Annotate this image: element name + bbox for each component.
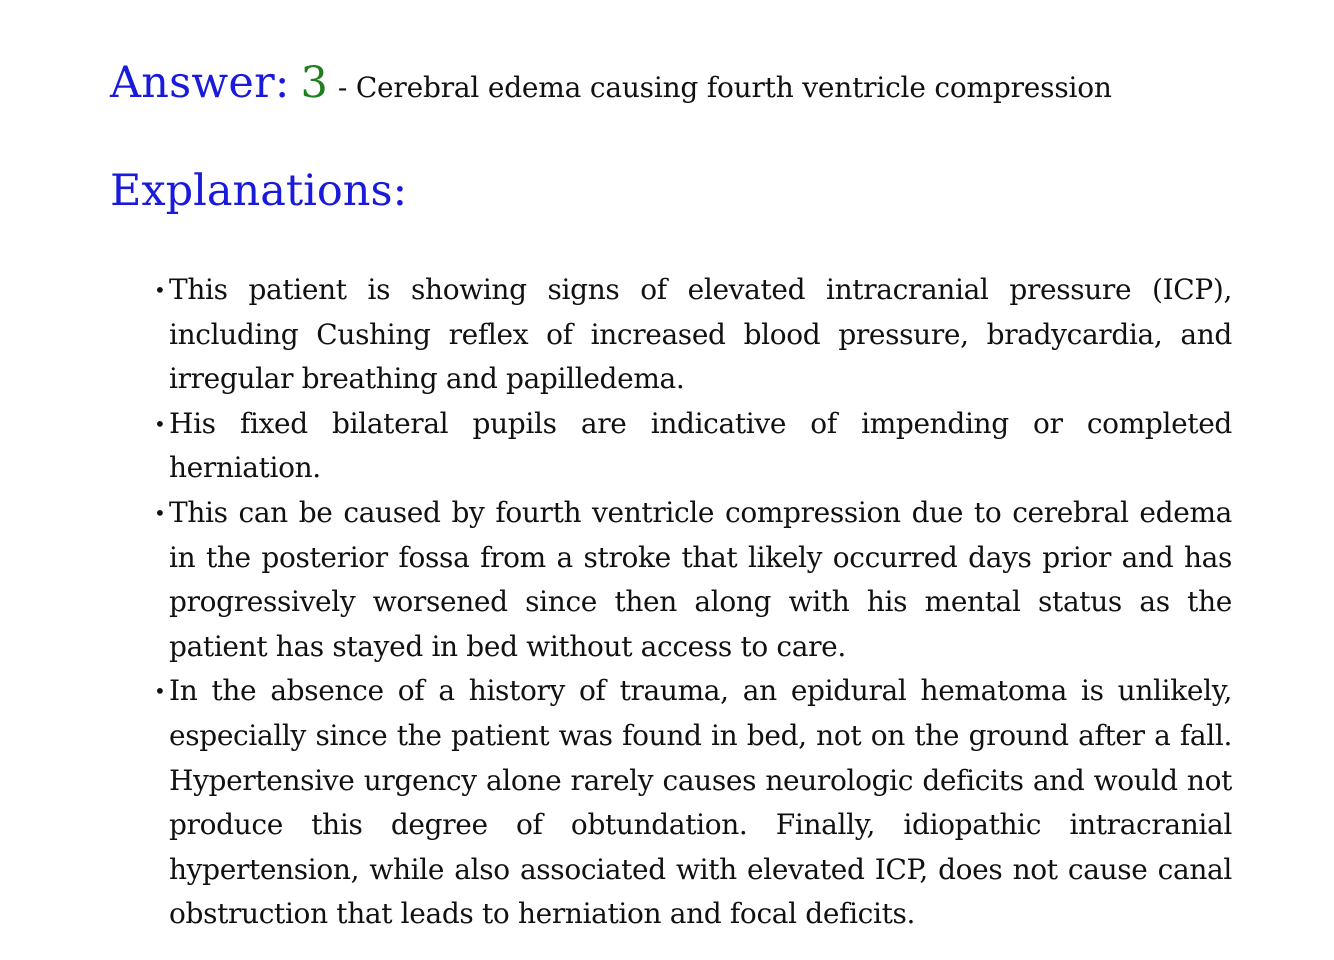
answer-number: 3 — [300, 58, 328, 108]
explanation-text: This can be caused by fourth ventricle compression due to cerebral edema in the posterior fossa from a stroke that likely occurred days prior and has progressively worsened since then along with his mental status as the patient has stayed in bed without access to care. — [169, 495, 1232, 663]
answer-label: Answer: — [110, 58, 290, 108]
explanations-list — [110, 268, 1232, 937]
explanation-item — [154, 268, 1232, 402]
explanation-item — [154, 669, 1232, 937]
explanation-item — [154, 491, 1232, 669]
bullet-icon: • — [154, 411, 166, 436]
bullet-icon: • — [154, 500, 166, 525]
bullet-icon: • — [154, 278, 166, 302]
answer-description: - Cerebral edema causing fourth ventricle compression — [337, 71, 1112, 104]
bullet-icon: • — [154, 679, 166, 704]
explanations-heading: Explanations: — [110, 166, 408, 216]
explanation-text: This patient is showing signs of elevated intracranial pressure (ICP), including Cushing reflex of increased blood pressure, bradycardia, and irregular breathing and papilledema. — [169, 273, 1232, 396]
explanation-text: His fixed bilateral pupils are indicative of impending or completed herniation. — [169, 406, 1232, 485]
explanation-item — [154, 402, 1232, 491]
explanation-text: In the absence of a history of trauma, an epidural hematoma is unlikely, especially since the patient was found in bed, not on the ground after a fall. Hypertensive urgency alone rarely causes neurologic deficits and would not produce this degree of obtundation. Finally, idiopathic intracranial hypertension, while also associated with elevated ICP, does not cause canal obstruction that leads to herniation and focal deficits. — [169, 674, 1232, 931]
answer-line — [110, 58, 1234, 118]
document-page — [110, 58, 1234, 937]
